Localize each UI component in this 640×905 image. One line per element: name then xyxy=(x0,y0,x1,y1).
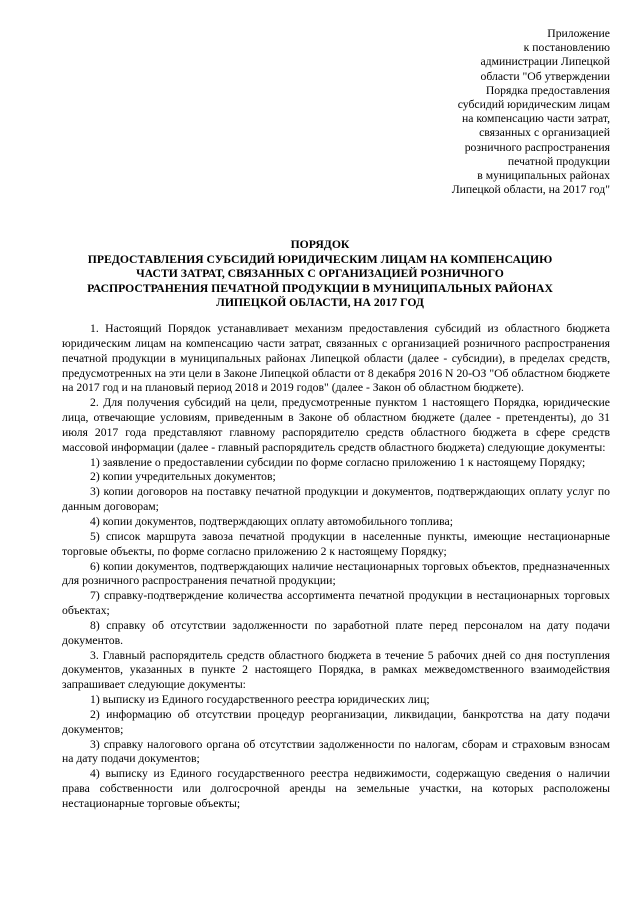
list-item: 8) справку об отсутствии задолженности по заработной плате перед персоналом на дату подачи документов. xyxy=(62,618,610,647)
list-item: 4) выписку из Единого государственного реестра недвижимости, содержащую сведения о наличии права собственности или долгосрочной аренды на земельные участки, на которых расположены нестационарные торговые объекты; xyxy=(62,767,610,810)
list-item: 1) выписку из Единого государственного реестра юридических лиц; xyxy=(90,693,430,707)
appendix-line: субсидий юридическим лицам xyxy=(457,98,610,112)
title-line: ЛИПЕЦКОЙ ОБЛАСТИ, НА 2017 ГОД xyxy=(216,296,424,310)
document-title xyxy=(40,238,600,311)
paragraph-clause-2: 2. Для получения субсидий на цели, предусмотренные пунктом 1 настоящего Порядка, юридические лица, отвечающие условиям, приведенным в Законе об областном бюджете (далее - претенденты), до 31 июля 2017 года представляют главному распорядителю средств областного бюджета в сфере средств массовой информации (далее - главный распорядитель средств областного бюджета) следующие документы: xyxy=(62,396,610,454)
list-item: 7) справку-подтверждение количества ассортимента печатной продукции в нестационарных торговых объектах; xyxy=(62,589,610,618)
appendix-line: области "Об утверждении xyxy=(480,69,610,83)
appendix-header xyxy=(350,27,610,197)
appendix-line: Порядка предоставления xyxy=(485,83,610,97)
appendix-line: администрации Липецкой xyxy=(480,55,610,69)
list-item: 1) заявление о предоставлении субсидии по форме согласно приложению 1 к настоящему Порядку; xyxy=(90,455,586,469)
title-line: ПОРЯДОК xyxy=(290,238,350,251)
appendix-line: печатной продукции xyxy=(507,154,610,168)
title-line: ЧАСТИ ЗАТРАТ, СВЯЗАННЫХ С ОРГАНИЗАЦИЕЙ РОЗНИЧНОГО xyxy=(136,267,504,281)
list-item: 5) список маршрута завоза печатной продукции в населенные пункты, имеющие нестационарные торговые объекты, по форме согласно приложению 2 к настоящему Порядку; xyxy=(62,529,610,558)
list-item: 4) копии документов, подтверждающих оплату автомобильного топлива; xyxy=(90,514,453,528)
title-line: ПРЕДОСТАВЛЕНИЯ СУБСИДИЙ ЮРИДИЧЕСКИМ ЛИЦАМ НА КОМПЕНСАЦИЮ xyxy=(87,252,553,266)
list-item: 2) информацию об отсутствии процедур реорганизации, ликвидации, банкротства на дату подачи документов; xyxy=(62,707,610,736)
list-item: 3) справку налогового органа об отсутствии задолженности по налогам, сборам и страховым взносам на дату подачи документов; xyxy=(62,737,610,766)
document-body xyxy=(62,322,610,812)
appendix-line: Приложение xyxy=(547,27,610,40)
appendix-line: в муниципальных районах xyxy=(477,169,610,183)
appendix-line: связанных с организацией xyxy=(479,126,610,140)
appendix-line: Липецкой области, на 2017 год" xyxy=(451,183,610,197)
appendix-line: на компенсацию части затрат, xyxy=(461,112,610,126)
appendix-line: к постановлению xyxy=(523,41,610,55)
paragraph-clause-3: 3. Главный распорядитель средств областного бюджета в течение 5 рабочих дней со дня поступления документов, указанных в пункте 2 настоящего Порядка, в рамках межведомственного взаимодействия запрашивает следующие документы: xyxy=(62,648,610,692)
list-item: 6) копии документов, подтверждающих наличие нестационарных торговых объектов, предназначенных для розничного распространения печатной продукции; xyxy=(62,559,610,588)
list-item: 3) копии договоров на поставку печатной продукции и документов, подтверждающих оплату услуг по данным договорам; xyxy=(62,485,610,514)
appendix-line: розничного распространения xyxy=(464,140,610,154)
paragraph-clause-1: 1. Настоящий Порядок устанавливает механизм предоставления субсидий из областного бюджета юридическим лицам на компенсацию части затрат, связанных с организацией розничного распространения печатной продукции в муниципальных районах Липецкой области (далее - субсидии), в пределах средств, предусмотренных на эти цели в Законе Липецкой области от 8 декабря 2016 N 20-ОЗ "Об областном бюджете на 2017 год и на плановый период 2018 и 2019 годов" (далее - Закон об областном бюджете). xyxy=(62,322,610,395)
title-line: РАСПРОСТРАНЕНИЯ ПЕЧАТНОЙ ПРОДУКЦИИ В МУНИЦИПАЛЬНЫХ РАЙОНАХ xyxy=(87,281,553,295)
list-item: 2) копии учредительных документов; xyxy=(90,470,276,484)
